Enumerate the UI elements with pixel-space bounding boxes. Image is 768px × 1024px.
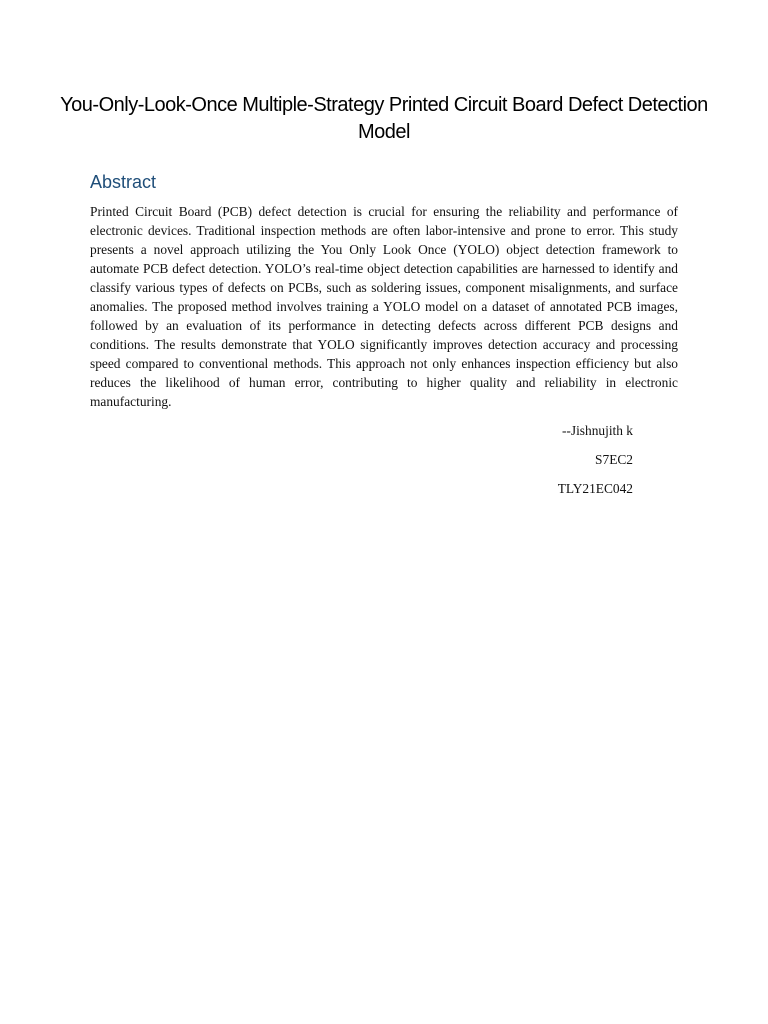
abstract-paragraph: Printed Circuit Board (PCB) defect detection is crucial for ensuring the reliability and performance of electronic devices. Traditional inspection methods are often labor-intensive and prone to error. This study presents a novel approach utilizing the You Only Look Once (YOLO) object detection framework to automate PCB defect detection. YOLO’s real-time object detection capabilities are harnessed to identify and classify various types of defects on PCBs, such as soldering issues, component misalignments, and surface anomalies. The proposed method involves training a YOLO model on a dataset of annotated PCB images, followed by an evaluation of its performance in detecting defects across different PCB designs and conditions. The results demonstrate that YOLO significantly improves detection accuracy and processing speed compared to conventional methods. This approach not only enhances inspection efficiency but also reduces the likelihood of human error, contributing to higher quality and reliability in electronic manufacturing.	[90, 204, 678, 409]
abstract-heading: Abstract	[90, 172, 157, 192]
author-class: S7EC2	[595, 452, 633, 467]
document-title: You-Only-Look-Once Multiple-Strategy Printed Circuit Board Defect Detection Model	[60, 94, 708, 143]
author-register-number: TLY21EC042	[557, 481, 633, 496]
author-name: --Jishnujith k	[561, 423, 633, 438]
